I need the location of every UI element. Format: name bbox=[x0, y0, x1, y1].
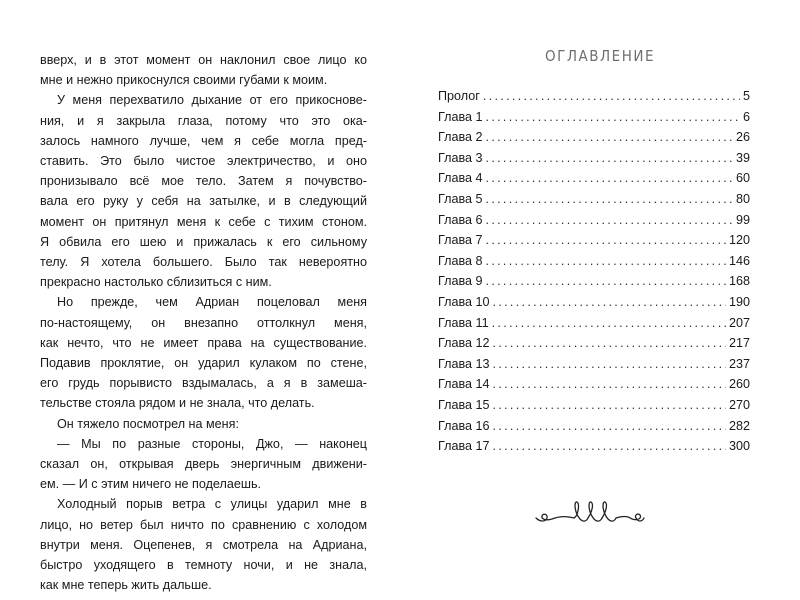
toc-list bbox=[438, 86, 750, 457]
toc-leader-dots bbox=[486, 251, 726, 272]
toc-entry-page-number: 39 bbox=[735, 150, 750, 165]
toc-entry-label: Глава 17 bbox=[438, 439, 490, 454]
toc-entry-label: Глава 10 bbox=[438, 294, 490, 309]
text-line: его грудь порывисто вздымалась, а я в замеша- bbox=[40, 376, 367, 391]
toc-leader-dots bbox=[486, 148, 733, 169]
toc-entry-page-number: 146 bbox=[728, 253, 750, 268]
text-line: — Мы по разные стороны, Джо, — наконец bbox=[57, 436, 367, 451]
toc-entry-page-number: 207 bbox=[728, 315, 750, 330]
toc-leader-dots bbox=[486, 271, 726, 292]
toc-entry[interactable] bbox=[438, 395, 750, 416]
toc-entry-page-number: 80 bbox=[735, 191, 750, 206]
toc-entry-label: Глава 5 bbox=[438, 191, 483, 206]
toc-entry-page-number: 60 bbox=[735, 171, 750, 186]
text-line: вала его руку у себя на затылке, и в следующий bbox=[40, 194, 367, 209]
toc-entry-label: Глава 3 bbox=[438, 150, 483, 165]
toc-entry-page-number: 237 bbox=[728, 356, 750, 371]
toc-leader-dots bbox=[486, 127, 733, 148]
text-line: У меня перехватило дыхание от его прикоснове- bbox=[57, 93, 367, 108]
toc-entry-label: Глава 14 bbox=[438, 377, 490, 392]
toc-entry[interactable] bbox=[438, 210, 750, 231]
story-paragraph bbox=[40, 292, 367, 413]
toc-entry[interactable] bbox=[438, 436, 750, 457]
text-line: Но прежде, чем Адриан поцеловал меня bbox=[57, 295, 367, 310]
text-line: как нечто, что не имеет права на существование. bbox=[40, 335, 367, 350]
text-line: ставить. Это было чистое электричество, и оно bbox=[40, 154, 367, 169]
toc-entry[interactable] bbox=[438, 416, 750, 437]
toc-entry-label: Пролог bbox=[438, 89, 480, 103]
toc-entry-label: Глава 7 bbox=[438, 233, 483, 248]
toc-leader-dots bbox=[493, 374, 726, 395]
story-paragraph bbox=[40, 494, 367, 595]
story-paragraph bbox=[40, 50, 367, 90]
toc-entry-page-number: 270 bbox=[728, 397, 750, 412]
toc-entry[interactable] bbox=[438, 313, 750, 334]
toc-entry-page-number: 217 bbox=[728, 336, 750, 351]
toc-entry-label: Глава 16 bbox=[438, 418, 490, 433]
toc-entry[interactable] bbox=[438, 354, 750, 375]
toc-entry-label: Глава 1 bbox=[438, 109, 483, 124]
text-line: лицо, но ветер был ничто по сравнению с холодом bbox=[40, 517, 367, 532]
text-line: ем. — И с этим ничего не поделаешь. bbox=[40, 477, 262, 492]
toc-entry[interactable] bbox=[438, 230, 750, 251]
toc-entry[interactable] bbox=[438, 127, 750, 148]
toc-entry-page-number: 168 bbox=[728, 274, 750, 289]
toc-leader-dots bbox=[486, 230, 726, 251]
toc-leader-dots bbox=[493, 416, 726, 437]
toc-entry-label: Глава 4 bbox=[438, 171, 483, 186]
story-page bbox=[40, 50, 367, 595]
toc-entry[interactable] bbox=[438, 333, 750, 354]
toc-leader-dots bbox=[493, 333, 726, 354]
table-of-contents-page bbox=[438, 40, 750, 457]
flourish-divider-icon bbox=[534, 492, 646, 532]
toc-entry-label: Глава 11 bbox=[438, 315, 489, 330]
text-line: пронизывало всё мое тело. Затем я почувство- bbox=[40, 174, 367, 189]
text-line: ния, и я закрыла глаза, потому что это ока- bbox=[40, 113, 367, 128]
text-line: как мне теперь жить дальше. bbox=[40, 578, 212, 593]
toc-leader-dots bbox=[486, 210, 733, 231]
toc-leader-dots bbox=[493, 395, 726, 416]
toc-entry-page-number: 120 bbox=[728, 233, 750, 248]
text-line: внутри меня. Оцепенев, я смотрела на Адриана, bbox=[40, 537, 367, 552]
toc-entry-page-number: 260 bbox=[728, 377, 750, 392]
text-line: залось намного лучше, чем я себе могла пред- bbox=[40, 133, 367, 148]
text-line: Подавив проклятие, он ударил кулаком по стене, bbox=[40, 356, 367, 371]
text-line: по-настоящему, он внезапно оттолкнул меня, bbox=[40, 315, 367, 330]
text-line: сказал он, открывая дверь энергичным движени- bbox=[40, 457, 367, 472]
toc-leader-dots bbox=[492, 313, 726, 334]
toc-entry-page-number: 99 bbox=[735, 212, 750, 227]
toc-entry-label: Глава 12 bbox=[438, 336, 490, 351]
toc-entry-page-number: 26 bbox=[735, 130, 750, 145]
text-line: мне и нежно прикоснулся своими губами к моим. bbox=[40, 73, 328, 88]
toc-entry[interactable] bbox=[438, 292, 750, 313]
toc-entry-page-number: 6 bbox=[742, 109, 750, 124]
toc-entry[interactable] bbox=[438, 271, 750, 292]
toc-entry-label: Глава 15 bbox=[438, 397, 490, 412]
story-paragraph bbox=[40, 90, 367, 292]
toc-entry[interactable] bbox=[438, 107, 750, 128]
toc-entry-label: Глава 9 bbox=[438, 274, 483, 289]
toc-entry-page-number: 5 bbox=[742, 89, 750, 103]
toc-leader-dots bbox=[493, 354, 726, 375]
text-line: вверх, и в этот момент он наклонил свое лицо ко bbox=[40, 53, 367, 67]
toc-entry-page-number: 190 bbox=[728, 294, 750, 309]
story-paragraph bbox=[40, 414, 367, 434]
text-line: быстро уходящего в темноту ночи, и не знала, bbox=[40, 558, 367, 573]
toc-leader-dots bbox=[493, 436, 726, 457]
text-line: прекрасно настолько сблизиться с ним. bbox=[40, 275, 272, 290]
toc-entry[interactable] bbox=[438, 148, 750, 169]
toc-leader-dots bbox=[486, 189, 733, 210]
toc-entry-label: Глава 6 bbox=[438, 212, 483, 227]
toc-entry[interactable] bbox=[438, 86, 750, 107]
toc-entry[interactable] bbox=[438, 168, 750, 189]
text-line: тельстве стояла рядом и не знала, что делать. bbox=[40, 396, 315, 411]
toc-entry-label: Глава 13 bbox=[438, 356, 490, 371]
toc-leader-dots bbox=[483, 86, 740, 107]
text-line: Я обвила его шею и прижалась к его сильному bbox=[40, 234, 367, 249]
text-line: телу. Я хотела большего. Было так невероятно bbox=[40, 255, 367, 270]
toc-entry[interactable] bbox=[438, 251, 750, 272]
toc-entry[interactable] bbox=[438, 189, 750, 210]
toc-leader-dots bbox=[493, 292, 726, 313]
toc-leader-dots bbox=[486, 168, 733, 189]
toc-entry-label: Глава 8 bbox=[438, 253, 483, 268]
story-paragraph bbox=[40, 434, 367, 495]
toc-entry-page-number: 282 bbox=[728, 418, 750, 433]
text-line: момент он притянул меня к себе с тихим стоном. bbox=[40, 214, 367, 229]
text-line: Холодный порыв ветра с улицы ударил мне в bbox=[57, 497, 367, 512]
text-line: Он тяжело посмотрел на меня: bbox=[57, 416, 239, 431]
toc-title: ОГЛАВЛЕНИЕ bbox=[545, 47, 655, 65]
toc-entry[interactable] bbox=[438, 374, 750, 395]
toc-entry-label: Глава 2 bbox=[438, 130, 483, 145]
toc-entry-page-number: 300 bbox=[728, 439, 750, 454]
toc-leader-dots bbox=[486, 107, 740, 128]
